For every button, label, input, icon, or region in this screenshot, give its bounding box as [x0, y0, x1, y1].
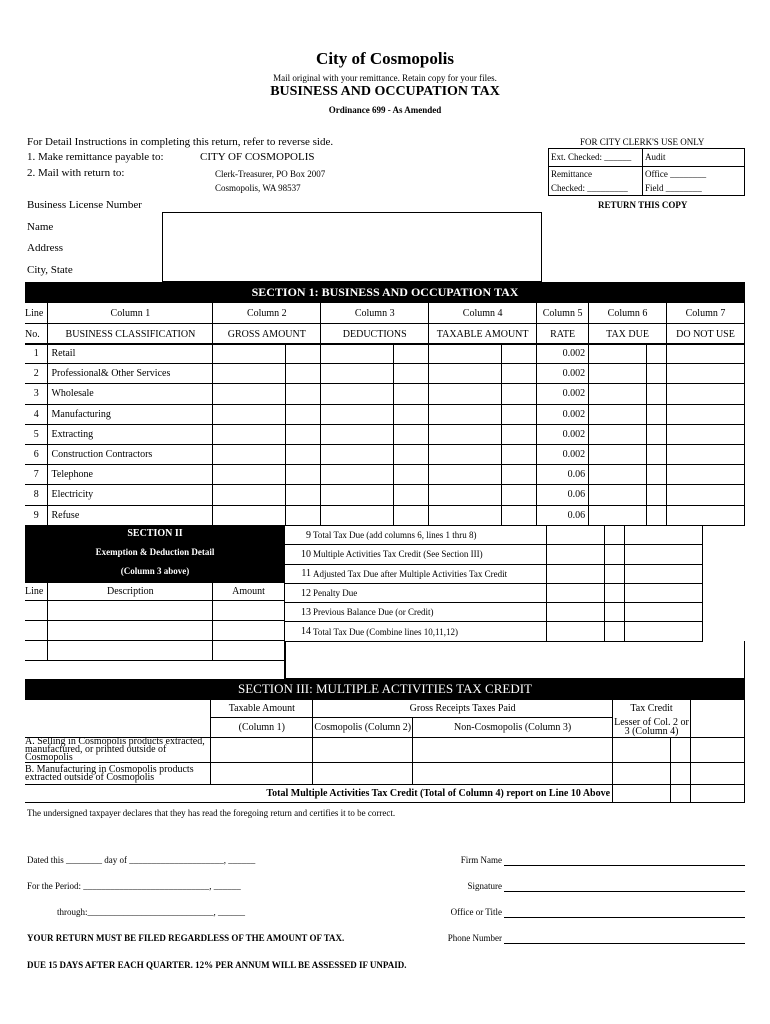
- row-b-label: B. Manufacturing in Cosmopolis products extracted outside of Cosmopolis: [25, 763, 211, 785]
- signature-line[interactable]: [504, 891, 745, 892]
- tax-due-cents-cell[interactable]: [647, 384, 667, 404]
- deduction-row[interactable]: [25, 621, 48, 641]
- mail-address-line2: Cosmopolis, WA 98537: [215, 183, 301, 193]
- do-not-use-cell: [667, 505, 745, 525]
- name-label: Name: [27, 221, 54, 233]
- row-b-blank: [690, 763, 744, 785]
- taxable-amount-cell[interactable]: [429, 404, 502, 424]
- summary-blank-cell: [624, 545, 702, 564]
- summary-line-row: [285, 526, 745, 545]
- do-not-use-cell: [667, 424, 745, 444]
- summary-end-cell: [702, 583, 745, 602]
- deduction-amount-cell[interactable]: [213, 641, 285, 661]
- col6-header: Column 6: [589, 303, 667, 324]
- total-credit-gap: [671, 785, 691, 803]
- col5-header: Column 5: [537, 303, 589, 324]
- tax-due-cents-cell[interactable]: [647, 465, 667, 485]
- tax-due-cell[interactable]: [589, 404, 647, 424]
- taxable-amount-cents-cell[interactable]: [502, 384, 537, 404]
- office-title-label: Office or Title: [450, 907, 502, 917]
- rate-value: 0.002: [537, 344, 589, 364]
- gross-amount-cents-cell[interactable]: [286, 344, 321, 364]
- tax-credit-header: Tax Credit: [613, 700, 691, 718]
- section2-description-header: Description: [48, 583, 213, 601]
- row-a-gap: [671, 738, 691, 763]
- rate-header: RATE: [537, 324, 589, 345]
- summary-blank-cell: [624, 603, 702, 622]
- field-field: Field ________: [645, 183, 702, 193]
- checked-field: Checked: _________: [551, 183, 628, 193]
- row-a-taxable-cell[interactable]: [211, 738, 313, 763]
- do-not-use-cell: [667, 344, 745, 364]
- summary-amount-cell[interactable]: [546, 526, 604, 545]
- summary-cents-cell[interactable]: [604, 526, 624, 545]
- summary-blank-cell: [624, 564, 702, 583]
- gross-amount-cents-cell[interactable]: [286, 424, 321, 444]
- summary-end-cell: [702, 603, 745, 622]
- taxable-amount-cents-cell[interactable]: [502, 505, 537, 525]
- gross-amount-cents-cell[interactable]: [286, 505, 321, 525]
- tax-due-cents-cell[interactable]: [647, 424, 667, 444]
- summary-line-label: Total Tax Due (add columns 6, lines 1 thru 8): [312, 526, 546, 545]
- phone-line[interactable]: [504, 943, 745, 944]
- deductions-cell[interactable]: [321, 384, 394, 404]
- gross-amount-cell[interactable]: [213, 424, 286, 444]
- row-b-credit-cell[interactable]: [613, 763, 671, 785]
- do-not-use-cell: [667, 384, 745, 404]
- summary-line-row: [285, 583, 745, 602]
- summary-line-label: Penalty Due: [312, 583, 546, 602]
- taxable-amount-cell[interactable]: [429, 424, 502, 444]
- taxable-amount-cents-cell[interactable]: [502, 364, 537, 384]
- tax-due-cents-cell[interactable]: [647, 444, 667, 464]
- return-copy-label: RETURN THIS COPY: [598, 200, 688, 210]
- taxable-amount-cell[interactable]: [429, 485, 502, 505]
- summary-line-number: 12: [285, 583, 312, 602]
- tax-classification-row: [25, 424, 745, 444]
- step2-label: 2. Mail with return to:: [27, 167, 125, 179]
- dated-field[interactable]: Dated this ________ day of _____________________, ______: [27, 855, 256, 865]
- gross-amount-cell[interactable]: [213, 384, 286, 404]
- tax-classification-row: [25, 344, 745, 364]
- tax-due-cents-cell[interactable]: [647, 344, 667, 364]
- no-header: No.: [25, 324, 48, 345]
- taxable-amount-cell[interactable]: [429, 444, 502, 464]
- tax-due-cents-cell[interactable]: [647, 364, 667, 384]
- tax-due-cents-cell[interactable]: [647, 505, 667, 525]
- form-title: BUSINESS AND OCCUPATION TAX: [270, 84, 500, 99]
- deductions-cell[interactable]: [321, 444, 394, 464]
- deductions-cell[interactable]: [321, 485, 394, 505]
- classification-label: Electricity: [48, 485, 213, 505]
- rate-value: 0.002: [537, 444, 589, 464]
- deductions-cents-cell[interactable]: [394, 344, 429, 364]
- tax-classification-row: [25, 505, 745, 525]
- col3-header: Column 3: [321, 303, 429, 324]
- summary-cents-cell[interactable]: [604, 564, 624, 583]
- do-not-use-cell: [667, 465, 745, 485]
- city-state-label: City, State: [27, 264, 73, 276]
- gross-amount-cell[interactable]: [213, 505, 286, 525]
- taxable-amount-header: Taxable Amount: [211, 700, 313, 718]
- tax-due-cents-cell[interactable]: [647, 485, 667, 505]
- col2-header: Column 2: [213, 303, 321, 324]
- taxable-amount-cell[interactable]: [429, 344, 502, 364]
- summary-amount-cell[interactable]: [546, 583, 604, 602]
- business-info-input-box[interactable]: [162, 212, 542, 282]
- taxable-amount-cents-cell[interactable]: [502, 444, 537, 464]
- classification-label: Manufacturing: [48, 404, 213, 424]
- line-number: 5: [25, 424, 48, 444]
- tax-due-cell[interactable]: [589, 344, 647, 364]
- summary-line-label: Adjusted Tax Due after Multiple Activities Tax Credit: [312, 564, 546, 583]
- summary-line-label: Multiple Activities Tax Credit (See Section III): [312, 545, 546, 564]
- tax-due-header: TAX DUE: [589, 324, 667, 345]
- taxable-amount-cents-cell[interactable]: [502, 485, 537, 505]
- taxable-amount-cell[interactable]: [429, 364, 502, 384]
- firm-name-line[interactable]: [504, 865, 745, 866]
- classification-label: Construction Contractors: [48, 444, 213, 464]
- ordinance-label: Ordinance 699 - As Amended: [328, 105, 442, 115]
- firm-name-label: Firm Name: [460, 855, 502, 865]
- office-field: Office ________: [645, 169, 707, 179]
- deductions-cents-cell[interactable]: [394, 384, 429, 404]
- due-date-notice: DUE 15 DAYS AFTER EACH QUARTER. 12% PER ANNUM WILL BE ASSESSED IF UNPAID.: [27, 960, 407, 970]
- taxable-amount-header: TAXABLE AMOUNT: [429, 324, 537, 345]
- section1-header-table: [25, 302, 745, 345]
- taxable-amount-cell[interactable]: [429, 465, 502, 485]
- gross-amount-cents-cell[interactable]: [286, 465, 321, 485]
- tax-due-cell[interactable]: [589, 485, 647, 505]
- deductions-cell[interactable]: [321, 424, 394, 444]
- deductions-cell[interactable]: [321, 465, 394, 485]
- summary-end-cell: [702, 545, 745, 564]
- classification-header: BUSINESS CLASSIFICATION: [48, 324, 213, 345]
- taxable-amount-cents-cell[interactable]: [502, 424, 537, 444]
- deduction-amount-cell[interactable]: [213, 621, 285, 641]
- line-number: 4: [25, 404, 48, 424]
- rate-value: 0.06: [537, 465, 589, 485]
- row-a-cosmopolis-cell[interactable]: [313, 738, 413, 763]
- col1-header: Column 1: [48, 303, 213, 324]
- line-number: 8: [25, 485, 48, 505]
- tax-due-cell[interactable]: [589, 444, 647, 464]
- summary-amount-cell[interactable]: [546, 603, 604, 622]
- tax-classification-row: [25, 384, 745, 404]
- row-a-blank: [690, 738, 744, 763]
- do-not-use-header: DO NOT USE: [667, 324, 745, 345]
- filing-notice: YOUR RETURN MUST BE FILED REGARDLESS OF THE AMOUNT OF TAX.: [27, 933, 345, 943]
- summary-line-label: Previous Balance Due (or Credit): [312, 603, 546, 622]
- office-title-line[interactable]: [504, 917, 745, 918]
- section3-blank-header: [690, 700, 744, 738]
- deductions-cents-cell[interactable]: [394, 505, 429, 525]
- deductions-cell[interactable]: [321, 505, 394, 525]
- deduction-row[interactable]: [25, 601, 48, 621]
- tax-classification-row: [25, 444, 745, 464]
- gross-receipts-header: Gross Receipts Taxes Paid: [313, 700, 613, 718]
- form-city-title: City of Cosmopolis: [316, 49, 454, 68]
- line-number: 9: [25, 505, 48, 525]
- tax-due-cents-cell[interactable]: [647, 404, 667, 424]
- deductions-cell[interactable]: [321, 364, 394, 384]
- gross-amount-cents-cell[interactable]: [286, 444, 321, 464]
- deductions-cents-cell[interactable]: [394, 465, 429, 485]
- clerk-use-heading: FOR CITY CLERK'S USE ONLY: [580, 137, 705, 147]
- line-number: 1: [25, 344, 48, 364]
- section2-subtitle: Exemption & Deduction Detail: [95, 547, 215, 557]
- deduction-description-cell[interactable]: [48, 601, 213, 621]
- classification-label: Retail: [48, 344, 213, 364]
- s3-col1-header: (Column 1): [211, 718, 313, 738]
- gross-amount-header: GROSS AMOUNT: [213, 324, 321, 345]
- row-b-cosmopolis-cell[interactable]: [313, 763, 413, 785]
- section3-table: [25, 699, 745, 803]
- row-b-non-cosmopolis-cell[interactable]: [413, 763, 613, 785]
- rate-value: 0.002: [537, 384, 589, 404]
- total-credit-blank: [690, 785, 744, 803]
- summary-line-row: [285, 622, 745, 641]
- tax-credit-note: Lesser of Col. 2 or 3 (Column 4): [614, 717, 689, 738]
- gross-amount-cell[interactable]: [213, 444, 286, 464]
- deductions-cents-cell[interactable]: [394, 485, 429, 505]
- row-b-taxable-cell[interactable]: [211, 763, 313, 785]
- rate-value: 0.002: [537, 404, 589, 424]
- step1-label: 1. Make remittance payable to:: [27, 151, 164, 163]
- audit-field: Audit: [645, 152, 666, 162]
- gross-amount-cell[interactable]: [213, 344, 286, 364]
- classification-label: Wholesale: [48, 384, 213, 404]
- declaration-text: The undersigned taxpayer declares that they has read the foregoing return and certifies it to be correct.: [27, 808, 396, 818]
- line-number: 2: [25, 364, 48, 384]
- tax-due-cell[interactable]: [589, 384, 647, 404]
- taxable-amount-cents-cell[interactable]: [502, 404, 537, 424]
- summary-end-cell: [702, 526, 745, 545]
- remittance-label: Remittance: [551, 169, 592, 179]
- classification-label: Extracting: [48, 424, 213, 444]
- do-not-use-cell: [667, 485, 745, 505]
- deductions-cents-cell[interactable]: [394, 444, 429, 464]
- line-number: 6: [25, 444, 48, 464]
- license-number-label: Business License Number: [27, 199, 142, 211]
- summary-blank-cell: [624, 622, 702, 641]
- classification-label: Professional& Other Services: [48, 364, 213, 384]
- phone-label: Phone Number: [447, 933, 502, 943]
- line-header: Line: [25, 303, 48, 324]
- summary-line-row: [285, 545, 745, 564]
- taxable-amount-cell[interactable]: [429, 505, 502, 525]
- deduction-description-cell[interactable]: [48, 621, 213, 641]
- section3-corner: [25, 700, 211, 738]
- summary-blank-cell: [624, 583, 702, 602]
- detail-instructions: For Detail Instructions in completing this return, refer to reverse side.: [27, 136, 334, 148]
- section1-rows-table: [25, 343, 745, 526]
- deduction-spacer-row: [25, 661, 285, 681]
- gross-amount-cents-cell[interactable]: [286, 485, 321, 505]
- row-b-gap: [671, 763, 691, 785]
- row-a-credit-cell[interactable]: [613, 738, 671, 763]
- line-number: 3: [25, 384, 48, 404]
- summary-line-number: 13: [285, 603, 312, 622]
- rate-value: 0.002: [537, 364, 589, 384]
- deductions-cell[interactable]: [321, 404, 394, 424]
- tax-due-cell[interactable]: [589, 364, 647, 384]
- deductions-cell[interactable]: [321, 344, 394, 364]
- address-label: Address: [27, 242, 64, 254]
- summary-blank-area: [285, 641, 745, 679]
- tax-classification-row: [25, 364, 745, 384]
- section3-title: SECTION III: MULTIPLE ACTIVITIES TAX CREDIT: [25, 679, 745, 699]
- gross-amount-cents-cell[interactable]: [286, 404, 321, 424]
- do-not-use-cell: [667, 404, 745, 424]
- through-field[interactable]: through:____________________________, ______: [57, 907, 245, 917]
- period-field[interactable]: For the Period: ____________________________, ______: [27, 881, 241, 891]
- mail-address-line1: Clerk-Treasurer, PO Box 2007: [215, 169, 326, 179]
- tax-classification-row: [25, 404, 745, 424]
- tax-due-cell[interactable]: [589, 424, 647, 444]
- col7-header: Column 7: [667, 303, 745, 324]
- gross-amount-cents-cell[interactable]: [286, 364, 321, 384]
- gross-amount-cents-cell[interactable]: [286, 384, 321, 404]
- gross-amount-cell[interactable]: [213, 465, 286, 485]
- summary-end-cell: [702, 564, 745, 583]
- s3-col2-header: Cosmopolis (Column 2): [313, 718, 413, 738]
- line-number: 7: [25, 465, 48, 485]
- taxable-amount-cents-cell[interactable]: [502, 465, 537, 485]
- summary-amount-cell[interactable]: [546, 545, 604, 564]
- ext-checked-field: Ext. Checked: ______: [551, 152, 632, 162]
- total-credit-label: Total Multiple Activities Tax Credit (Total of Column 4) report on Line 10 Above: [25, 785, 613, 803]
- summary-amount-cell[interactable]: [546, 622, 604, 641]
- summary-line-number: 14: [285, 622, 312, 641]
- tax-classification-row: [25, 465, 745, 485]
- gross-amount-cell[interactable]: [213, 364, 286, 384]
- taxable-amount-cents-cell[interactable]: [502, 344, 537, 364]
- summary-line-number: 9: [285, 526, 312, 545]
- gross-amount-cell[interactable]: [213, 485, 286, 505]
- summary-line-number: 10: [285, 545, 312, 564]
- summary-amount-cell[interactable]: [546, 564, 604, 583]
- taxable-amount-cell[interactable]: [429, 384, 502, 404]
- summary-line-number: 11: [285, 564, 312, 583]
- deductions-header: DEDUCTIONS: [321, 324, 429, 345]
- deduction-amount-cell[interactable]: [213, 601, 285, 621]
- section1-title: SECTION 1: BUSINESS AND OCCUPATION TAX: [25, 282, 745, 302]
- deduction-row[interactable]: [25, 641, 48, 661]
- summary-line-row: [285, 603, 745, 622]
- summary-cents-cell[interactable]: [604, 603, 624, 622]
- summary-line-label: Total Tax Due (Combine lines 10,11,12): [312, 622, 546, 641]
- signature-label: Signature: [467, 881, 502, 891]
- gross-amount-cell[interactable]: [213, 404, 286, 424]
- mail-instruction: Mail original with your remittance. Retain copy for your files.: [273, 73, 497, 83]
- rate-value: 0.002: [537, 424, 589, 444]
- summary-end-cell: [702, 622, 745, 641]
- tax-due-cell[interactable]: [589, 505, 647, 525]
- summary-blank-cell: [624, 526, 702, 545]
- s3-col3-header: Non-Cosmopolis (Column 3): [413, 718, 613, 738]
- do-not-use-cell: [667, 444, 745, 464]
- rate-value: 0.06: [537, 505, 589, 525]
- summary-cents-cell[interactable]: [604, 583, 624, 602]
- deductions-cents-cell[interactable]: [394, 424, 429, 444]
- do-not-use-cell: [667, 364, 745, 384]
- tax-due-cell[interactable]: [589, 465, 647, 485]
- payee-name: CITY OF COSMOPOLIS: [200, 151, 315, 163]
- summary-table: [285, 525, 745, 642]
- classification-label: Telephone: [48, 465, 213, 485]
- deductions-cents-cell[interactable]: [394, 404, 429, 424]
- row-a-non-cosmopolis-cell[interactable]: [413, 738, 613, 763]
- summary-line-row: [285, 564, 745, 583]
- row-a-label: A. Selling in Cosmopolis products extracted, manufactured, or printed outside of Cosmopolis: [25, 738, 211, 763]
- summary-cents-cell[interactable]: [604, 622, 624, 641]
- col4-header: Column 4: [429, 303, 537, 324]
- deduction-description-cell[interactable]: [48, 641, 213, 661]
- tax-classification-row: [25, 485, 745, 505]
- section2-subtitle2: (Column 3 above): [120, 566, 190, 576]
- summary-cents-cell[interactable]: [604, 545, 624, 564]
- section2-line-header: Line: [25, 583, 48, 601]
- total-credit-cell[interactable]: [613, 785, 671, 803]
- section2-amount-header: Amount: [213, 583, 285, 601]
- classification-label: Refuse: [48, 505, 213, 525]
- section2-title: SECTION II: [127, 528, 183, 539]
- deductions-cents-cell[interactable]: [394, 364, 429, 384]
- rate-value: 0.06: [537, 485, 589, 505]
